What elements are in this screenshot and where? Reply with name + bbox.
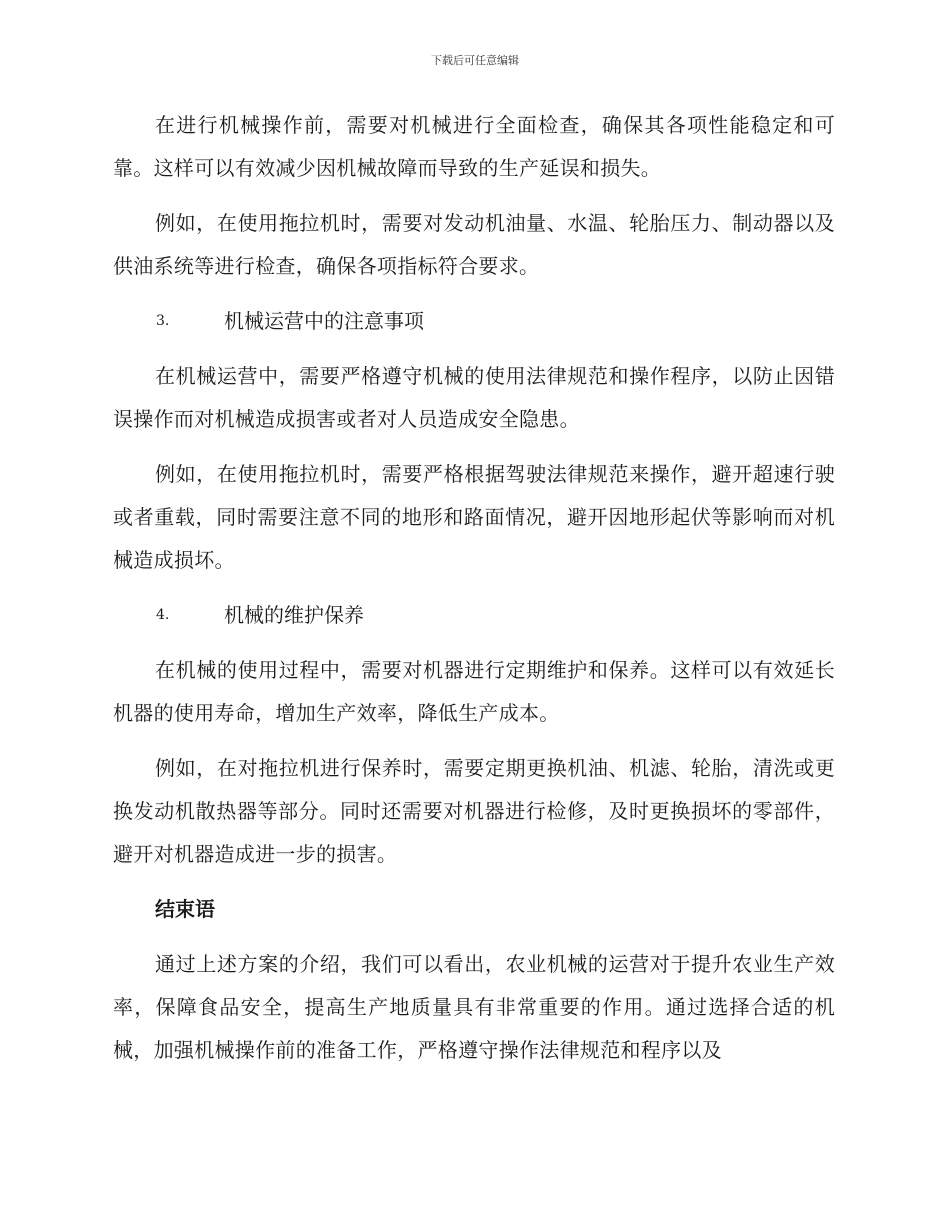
item-title: 机械运营中的注意事项: [224, 309, 424, 333]
paragraph: 在机械运营中，需要严格遵守机械的使用法律规范和操作程序，以防止因错误操作而对机械造成损害或者对人员造成安全隐患。: [113, 364, 835, 431]
item-number: 3.: [156, 313, 170, 329]
paragraph: 例如，在使用拖拉机时，需要严格根据驾驶法律规范来操作，避开超速行驶或者重载，同时需要注意不同的地形和路面情况，避开因地形起伏等影响而对机械造成损坏。: [113, 462, 835, 572]
numbered-item: [113, 300, 835, 343]
page-header: 下载后可任意编辑: [431, 54, 519, 67]
document-body: [113, 104, 835, 1084]
paragraph: 在进行机械操作前，需要对机械进行全面检查，确保其各项性能稳定和可靠。这样可以有效减少因机械故障而导致的生产延误和损失。: [113, 113, 835, 180]
paragraph: 例如，在使用拖拉机时，需要对发动机油量、水温、轮胎压力、制动器以及供油系统等进行检查，确保各项指标符合要求。: [113, 211, 835, 278]
numbered-item: [113, 594, 835, 637]
section-heading: 结束语: [155, 897, 215, 921]
item-number: 4.: [156, 607, 170, 623]
item-title: 机械的维护保养: [224, 603, 364, 627]
paragraph: 例如，在对拖拉机进行保养时，需要定期更换机油、机滤、轮胎，清洗或更换发动机散热器等部分。同时还需要对机器进行检修，及时更换损坏的零部件，避开对机器造成进一步的损害。: [113, 756, 835, 866]
paragraph: 在机械的使用过程中，需要对机器进行定期维护和保养。这样可以有效延长机器的使用寿命，增加生产效率，降低生产成本。: [113, 658, 835, 725]
paragraph: 通过上述方案的介绍，我们可以看出，农业机械的运营对于提升农业生产效率，保障食品安全，提高生产地质量具有非常重要的作用。通过选择合适的机械，加强机械操作前的准备工作，严格遵守操作法律规范和程序以及: [113, 952, 835, 1062]
